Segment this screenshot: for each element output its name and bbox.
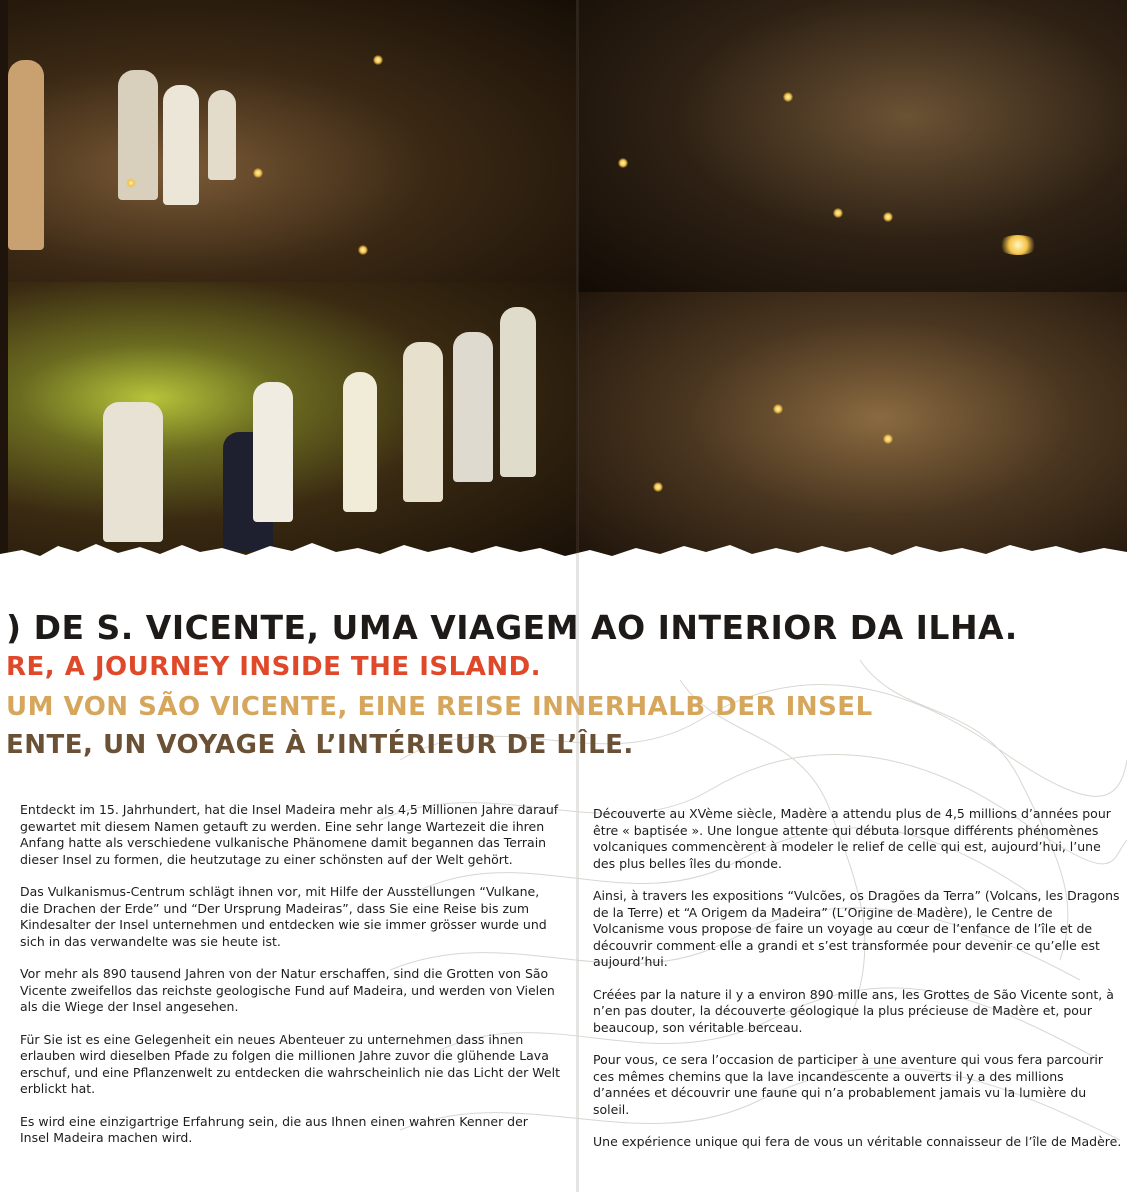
headline-french: ENTE, UN VOYAGE À L’INTÉRIEUR DE L’ÎLE. <box>6 730 634 760</box>
cave-light <box>653 482 663 492</box>
visitor-figure <box>118 70 158 200</box>
visitor-figure <box>163 85 199 205</box>
visitor-figure <box>8 60 44 250</box>
cave-photo-tunnel-pool <box>578 0 1127 292</box>
visitor-figure <box>253 382 293 522</box>
cave-light <box>833 208 843 218</box>
cave-photo-lava-tube <box>578 292 1127 572</box>
cave-light <box>618 158 628 168</box>
visitor-figure <box>103 402 163 542</box>
cave-light <box>773 404 783 414</box>
cave-light <box>883 434 893 444</box>
visitor-figure <box>208 90 236 180</box>
visitor-figure <box>453 332 493 482</box>
german-paragraph: Es wird eine einzigartrige Erfahrung sein, die aus Ihnen einen wahren Kenner der Insel Madeira machen wird. <box>20 1113 528 1145</box>
french-paragraph: Une expérience unique qui fera de vous un véritable connaisseur de l’île de Madère. <box>593 1134 1122 1149</box>
cave-light <box>883 212 893 222</box>
cave-photo-visitors-walkway <box>8 0 576 282</box>
headline-english: RE, A JOURNEY INSIDE THE ISLAND. <box>6 652 542 682</box>
german-text-column <box>20 802 560 1163</box>
german-paragraph: Für Sie ist es eine Gelegenheit ein neues Abenteuer zu unternehmen dass ihnen erlauben wird dieselben Pfade zu folgen die millionen Jahre zuvor die glühende Lava erschuf, und eine Pflanzenwelt zu entdecken die wahrscheinlich nie das Licht der Welt erblickt hat. <box>20 1031 560 1096</box>
cave-light <box>126 178 136 188</box>
headline-portuguese: ) DE S. VICENTE, UMA VIAGEM AO INTERIOR DA ILHA. <box>6 608 1018 647</box>
cave-photo-group-tour <box>8 282 576 572</box>
cave-light <box>253 168 263 178</box>
torn-paper-edge <box>0 540 1127 585</box>
cave-light <box>783 92 793 102</box>
headline-german: UM VON SÃO VICENTE, EINE REISE INNERHALB DER INSEL <box>6 692 873 722</box>
cave-light <box>998 235 1038 255</box>
visitor-figure <box>343 372 377 512</box>
german-paragraph: Das Vulkanismus-Centrum schlägt ihnen vor, mit Hilfe der Ausstellungen “Vulkane, die Drachen der Erde” und “Der Ursprung Madeiras”, dass Sie eine Reise bis zum Kindesalter der Insel unternehmen und entdecken wie sie immer grösser wurde und sich in das verwandelte was sie heute ist. <box>20 884 547 949</box>
french-paragraph: Ainsi, à travers les expositions “Vulcões, os Dragões da Terra” (Volcans, les Dragons de la Terre) et “A Origem da Madeira” (L’Origine de Madère), le Centre de Volcanisme vous propose de faire un voyage au cœur de l’enfance de l’île et de découvrir comment elle a grandi et s’est transformée pour devenir ce qu’elle est aujourd’hui. <box>593 888 1120 969</box>
visitor-figure <box>403 342 443 502</box>
photo-collage <box>0 0 1127 580</box>
french-paragraph: Découverte au XVème siècle, Madère a attendu plus de 4,5 millions d’années pour être « baptisée ». Une longue attente qui débuta lorsque différents phénomènes volcaniques commencèrent à modeler le relief de celle qui est, aujourd’hui, l’une des plus belles îles du monde. <box>593 806 1111 871</box>
german-paragraph: Entdeckt im 15. Jahrhundert, hat die Insel Madeira mehr als 4,5 Millionen Jahre darauf gewartet mit diesem Namen getauft zu werden. Eine sehr lange Wartezeit die ihren Anfang hatte als verschiedene vulkanische Phänomene damit begannen das Terrain dieser Insel zu formen, die heutzutage zu einer schönsten auf der Welt gehört. <box>20 802 559 867</box>
cave-light <box>358 245 368 255</box>
french-paragraph: Créées par la nature il y a environ 890 mille ans, les Grottes de São Vicente sont, à n’en pas douter, la découverte géologique la plus précieuse de Madère et, pour beaucoup, son véritable berceau. <box>593 986 1114 1035</box>
visitor-figure <box>500 307 536 477</box>
french-paragraph: Pour vous, ce sera l’occasion de participer à une aventure qui vous fera parcourir ces mêmes chemins que la lave incandescente a ouverts il y a des millions d’années et découvrir une faune qui n’a probablement jamais vu la lumière du soleil. <box>593 1052 1103 1117</box>
cave-light <box>373 55 383 65</box>
german-paragraph: Vor mehr als 890 tausend Jahren von der Natur erschaffen, sind die Grotten von São Vicente zweifellos das reichste geologische Fund auf Madeira, und werden von Vielen als die Wiege der Insel angesehen. <box>20 966 555 1014</box>
french-text-column <box>593 806 1123 1167</box>
